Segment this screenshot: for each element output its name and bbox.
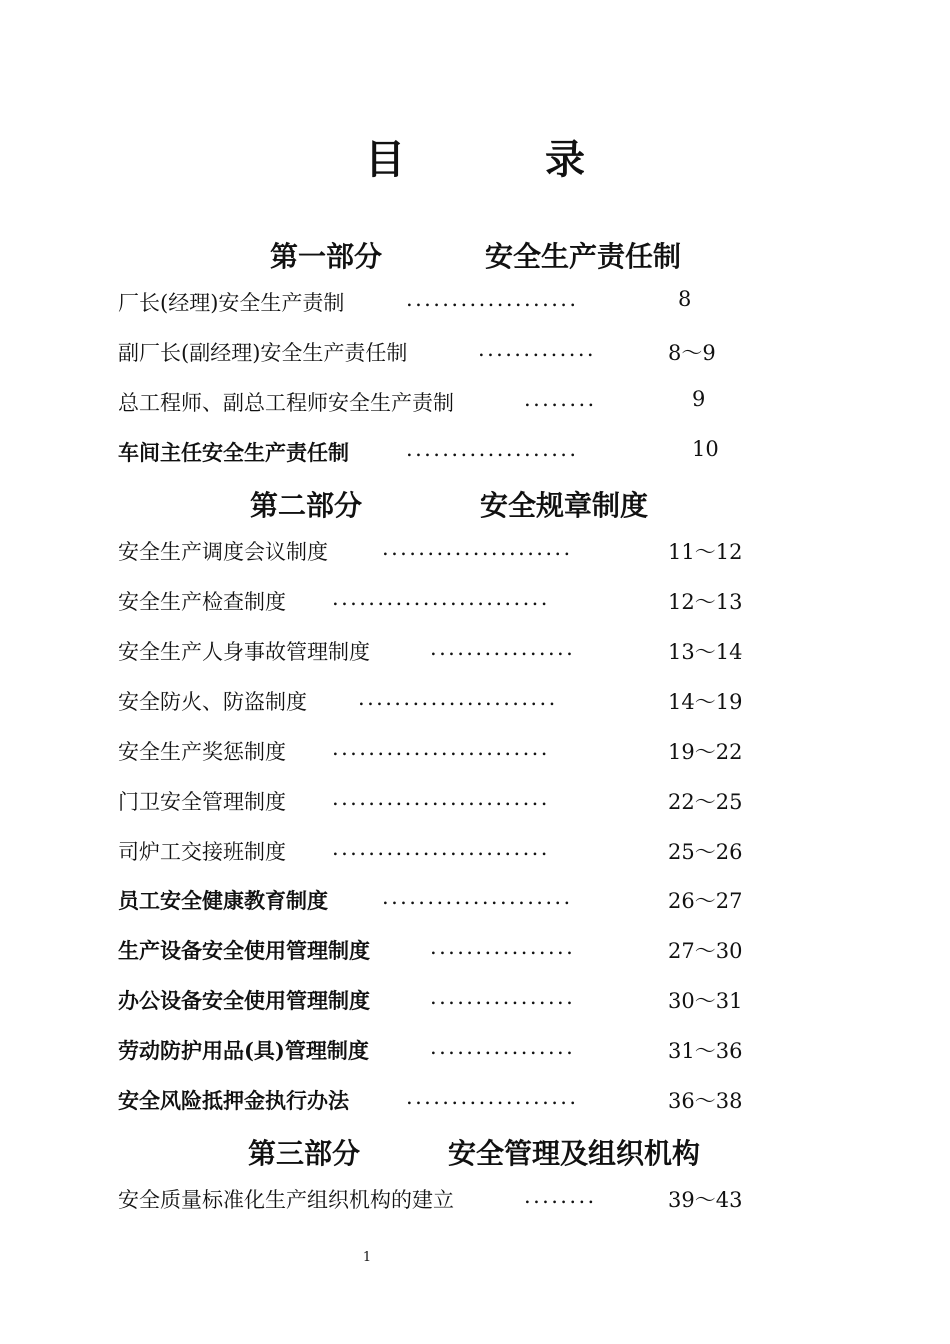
toc-entry-label: 门卫安全管理制度 bbox=[118, 790, 286, 814]
toc-entry-pages: 12～13 bbox=[668, 590, 743, 614]
toc-entry-label: 安全生产调度会议制度 bbox=[118, 540, 328, 564]
toc-entry[interactable] bbox=[118, 437, 758, 467]
toc-leader-dots: ................ bbox=[430, 935, 576, 959]
toc-leader-dots: ........................ bbox=[332, 786, 550, 810]
part-label: 第三部分 bbox=[248, 1137, 361, 1170]
toc-entry[interactable] bbox=[118, 1184, 758, 1214]
toc-entry-label: 安全生产奖惩制度 bbox=[118, 740, 286, 764]
toc-entry-pages: 22～25 bbox=[668, 790, 743, 814]
toc-leader-dots: ........ bbox=[524, 387, 597, 411]
toc-entry-pages: 27～30 bbox=[668, 939, 743, 963]
part-name: 安全规章制度 bbox=[480, 489, 649, 522]
toc-leader-dots: ...................... bbox=[358, 686, 558, 710]
toc-entry-label: 生产设备安全使用管理制度 bbox=[118, 938, 370, 963]
part-heading-1 bbox=[270, 235, 682, 275]
title-char-1: 目 bbox=[365, 136, 405, 183]
toc-entry-label: 安全质量标准化生产组织机构的建立 bbox=[118, 1188, 454, 1212]
toc-entry[interactable] bbox=[118, 287, 758, 317]
toc-leader-dots: ..................... bbox=[382, 536, 573, 560]
toc-entry-label: 厂长(经理)安全生产责制 bbox=[118, 291, 345, 315]
toc-entry[interactable] bbox=[118, 337, 758, 367]
toc-entry-label: 司炉工交接班制度 bbox=[118, 840, 286, 864]
toc-entry[interactable] bbox=[118, 736, 758, 766]
toc-entry-pages: 25～26 bbox=[668, 840, 743, 864]
part-heading-3 bbox=[248, 1132, 701, 1172]
part-heading-2 bbox=[250, 484, 649, 524]
toc-leader-dots: ................... bbox=[406, 1085, 579, 1109]
toc-entry-label: 副厂长(副经理)安全生产责任制 bbox=[118, 341, 408, 365]
toc-entry[interactable] bbox=[118, 885, 758, 915]
toc-entry-label: 安全防火、防盗制度 bbox=[118, 690, 307, 714]
toc-leader-dots: ................... bbox=[406, 287, 579, 311]
toc-entry-label: 安全生产检查制度 bbox=[118, 590, 286, 614]
toc-entry-pages: 30～31 bbox=[668, 989, 743, 1013]
toc-leader-dots: ................ bbox=[430, 985, 576, 1009]
toc-entry-label: 车间主任安全生产责任制 bbox=[118, 440, 349, 465]
toc-entry[interactable] bbox=[118, 387, 758, 417]
toc-entry-label: 总工程师、副总工程师安全生产责制 bbox=[118, 391, 454, 415]
toc-entry-pages: 36～38 bbox=[668, 1089, 743, 1113]
toc-leader-dots: ........ bbox=[524, 1184, 597, 1208]
toc-leader-dots: ........................ bbox=[332, 736, 550, 760]
toc-title bbox=[0, 128, 950, 185]
toc-leader-dots: ........................ bbox=[332, 586, 550, 610]
toc-entry-pages: 8～9 bbox=[668, 341, 716, 365]
toc-entry[interactable] bbox=[118, 1035, 758, 1065]
toc-entry[interactable] bbox=[118, 985, 758, 1015]
toc-entry-pages: 13～14 bbox=[668, 640, 743, 664]
toc-entry[interactable] bbox=[118, 686, 758, 716]
toc-entry-label: 劳动防护用品(具)管理制度 bbox=[118, 1038, 369, 1063]
toc-leader-dots: ................ bbox=[430, 1035, 576, 1059]
toc-entry-pages: 26～27 bbox=[668, 889, 743, 913]
toc-entry-label: 员工安全健康教育制度 bbox=[118, 888, 328, 913]
toc-entry-pages: 19～22 bbox=[668, 740, 743, 764]
page-number: 1 bbox=[362, 1250, 372, 1265]
part-label: 第一部分 bbox=[270, 240, 383, 273]
toc-entry-pages: 14～19 bbox=[668, 690, 743, 714]
part-name: 安全管理及组织机构 bbox=[448, 1137, 701, 1170]
toc-entry-label: 安全生产人身事故管理制度 bbox=[118, 640, 370, 664]
toc-leader-dots: ........................ bbox=[332, 836, 550, 860]
toc-entry-pages: 9 bbox=[692, 387, 706, 411]
toc-entry[interactable] bbox=[118, 786, 758, 816]
part-label: 第二部分 bbox=[250, 489, 363, 522]
toc-entry[interactable] bbox=[118, 1085, 758, 1115]
title-char-2: 录 bbox=[545, 136, 585, 183]
toc-entry[interactable] bbox=[118, 636, 758, 666]
toc-entry-pages: 31～36 bbox=[668, 1039, 743, 1063]
toc-leader-dots: ............. bbox=[478, 337, 596, 361]
toc-entry-pages: 39～43 bbox=[668, 1188, 743, 1212]
toc-entry[interactable] bbox=[118, 536, 758, 566]
toc-leader-dots: ................... bbox=[406, 437, 579, 461]
toc-entry-label: 办公设备安全使用管理制度 bbox=[118, 988, 370, 1013]
toc-leader-dots: ..................... bbox=[382, 885, 573, 909]
part-name: 安全生产责任制 bbox=[485, 240, 682, 273]
toc-entry[interactable] bbox=[118, 935, 758, 965]
toc-entry-pages: 10 bbox=[692, 437, 719, 461]
toc-leader-dots: ................ bbox=[430, 636, 576, 660]
toc-entry[interactable] bbox=[118, 836, 758, 866]
toc-entry-label: 安全风险抵押金执行办法 bbox=[118, 1088, 349, 1113]
toc-entry[interactable] bbox=[118, 586, 758, 616]
toc-entry-pages: 8 bbox=[678, 287, 692, 311]
toc-entry-pages: 11～12 bbox=[668, 540, 743, 564]
